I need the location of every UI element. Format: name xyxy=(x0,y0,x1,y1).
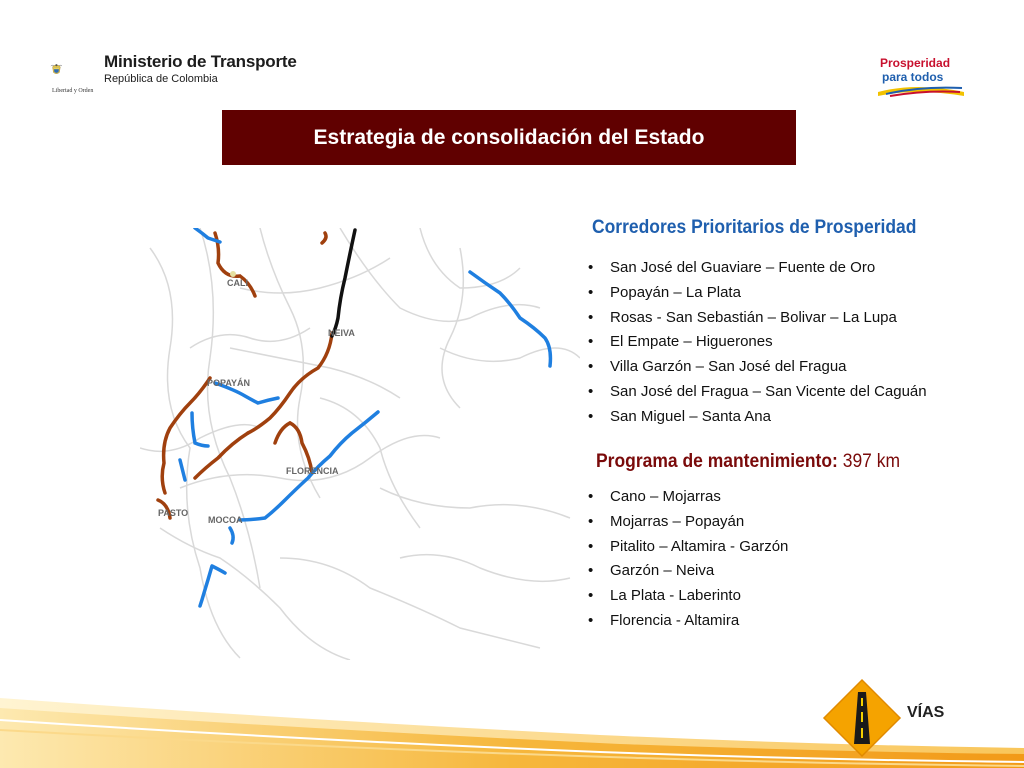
city-label-florencia: FLORENCIA xyxy=(286,466,339,476)
city-label-cali: CALI xyxy=(227,278,248,288)
corridors-list xyxy=(578,256,927,430)
ministry-name: Ministerio de Transporte xyxy=(104,52,297,71)
corridor-item: • San José del Guaviare – Fuente de Oro xyxy=(578,256,927,281)
corridors-heading: Corredores Prioritarios de Prosperidad xyxy=(592,217,917,238)
maintenance-item: • Pitalito – Altamira - Garzón xyxy=(578,535,788,560)
maintenance-km-value: 397 km xyxy=(842,451,901,472)
slide-title: Estrategia de consolidación del Estado xyxy=(313,125,705,149)
corridor-item: • Villa Garzón – San José del Fragua xyxy=(578,355,927,380)
corridor-item: • San José del Fragua – San Vicente del Caguán xyxy=(578,380,927,405)
city-label-neiva: NEIVA xyxy=(328,328,355,338)
maintenance-item: • La Plata - Laberinto xyxy=(578,584,788,609)
city-label-pasto: PASTO xyxy=(158,508,189,518)
city-label-mocoa: MOCOA xyxy=(208,515,243,525)
ministry-subtitle: República de Colombia xyxy=(104,73,218,85)
maintenance-item: • Florencia - Altamira xyxy=(578,609,788,634)
maintenance-item: • Garzón – Neiva xyxy=(578,559,788,584)
corridor-item: • San Miguel – Santa Ana xyxy=(578,405,927,430)
road-map xyxy=(140,228,580,660)
title-banner xyxy=(222,110,796,165)
maintenance-item: • Cano – Mojarras xyxy=(578,485,788,510)
city-label-popayan: POPAYÁN xyxy=(207,378,251,388)
maintenance-heading-label: Programa de mantenimiento: xyxy=(596,451,838,472)
corridor-item: • El Empate – Higuerones xyxy=(578,330,927,355)
maintenance-item: • Mojarras – Popayán xyxy=(578,510,788,535)
city-markers xyxy=(230,271,236,277)
motto-text: Libertad y Orden xyxy=(52,88,94,94)
svg-text:para todos: para todos xyxy=(882,70,944,84)
maintenance-list xyxy=(578,485,788,634)
vias-label: VÍAS xyxy=(907,704,945,721)
corridor-item: • Popayán – La Plata xyxy=(578,281,927,306)
svg-text:Prosperidad: Prosperidad xyxy=(880,56,951,70)
corridor-item: • Rosas - San Sebastián – Bolivar – La Lupa xyxy=(578,306,927,331)
prosperidad-para-todos-logo xyxy=(876,52,966,98)
maintenance-heading xyxy=(596,451,900,473)
base-roads xyxy=(140,228,580,660)
